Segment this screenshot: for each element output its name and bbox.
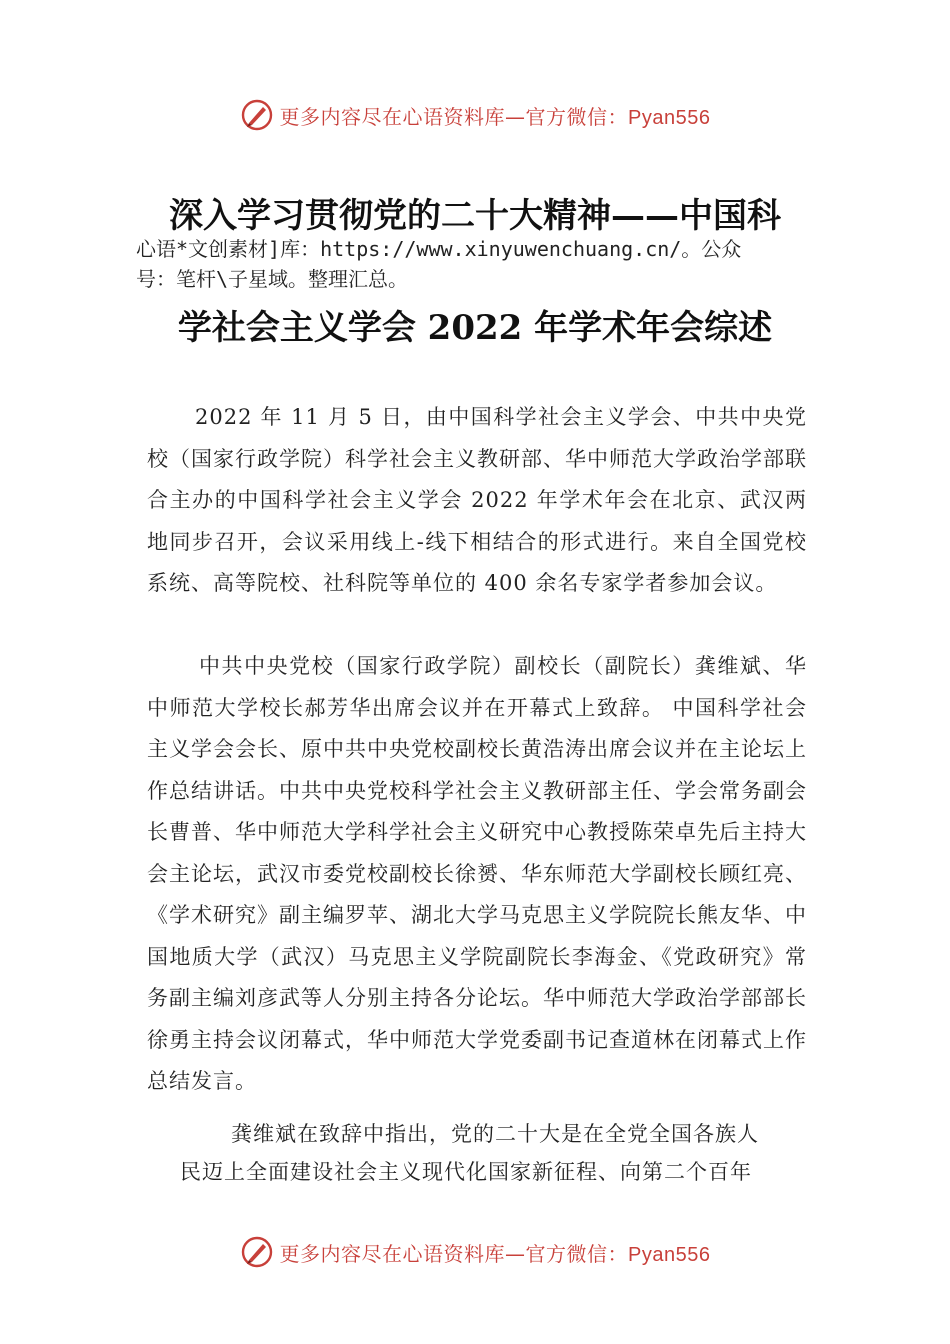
banner-text: 更多内容尽在心语资料库—官方微信：Pyan556 <box>279 104 711 129</box>
watermark-text <box>136 234 836 294</box>
banner-text: 更多内容尽在心语资料库—官方微信：Pyan556 <box>279 1241 711 1266</box>
wechat-id: Pyan556 <box>628 106 711 129</box>
doc-title-line-2: 学社会主义学会 2022 年学术年会综述 <box>177 308 773 348</box>
paragraph-1: 2022 年 11 月 5 日，由中国科学社会主义学会、中共中央党校（国家行政学院）科学社会主义教研部、华中师范大学政治学部联合主办的中国科学社会主义学会 2022 年学术年会在北京、武汉两地同步召开，会议采用线上-线下相结合的形式进行。来自全国党校系统、高等院校、社科院等单位的 400 余名专家学者参加会议。 <box>147 405 807 595</box>
watermark-line-2: 号：笔杆\子星域。整理汇总。 <box>136 267 409 291</box>
wechat-id: Pyan556 <box>628 1243 711 1266</box>
doc-title-line-1: 深入学习贯彻党的二十大精神——中国科 <box>169 196 781 236</box>
pen-logo-icon <box>240 1235 274 1269</box>
watermark-line-1: 心语*文创素材]库：https://www.xinyuwenchuang.cn/。公众 <box>136 237 742 261</box>
paragraph-2: 中共中央党校（国家行政学院）副校长（副院长）龚维斌、华中师范大学校长郝芳华出席会议并在开幕式上致辞。 中国科学社会主义学会会长、原中共中央党校副校长黄浩涛出席会议并在主论坛上作总结讲话。中共中央党校科学社会主义教研部主任、学会常务副会长曹普、华中师范大学科学社会主义研究中心教授陈荣卓先后主持大会主论坛，武汉市委党校副校长徐赟、华东师范大学副校长顾红亮、《学术研究》副主编罗苹、湖北大学马克思主义学院院长熊友华、中国地质大学（武汉）马克思主义学院副院长李海金、《党政研究》常务副主编刘彦武等人分别主持各分论坛。华中师范大学政治学部部长徐勇主持会议闭幕式，华中师范大学党委副书记查道林在闭幕式上作总结发言。 <box>147 654 807 1093</box>
paragraph-3: 龚维斌在致辞中指出，党的二十大是在全党全国各族人 <box>231 1122 759 1146</box>
footer-banner <box>0 1232 950 1272</box>
pen-logo-icon <box>240 98 274 132</box>
paragraph-3-continued: 民迈上全面建设社会主义现代化国家新征程、向第二个百年 <box>180 1160 752 1184</box>
header-banner <box>0 95 950 135</box>
